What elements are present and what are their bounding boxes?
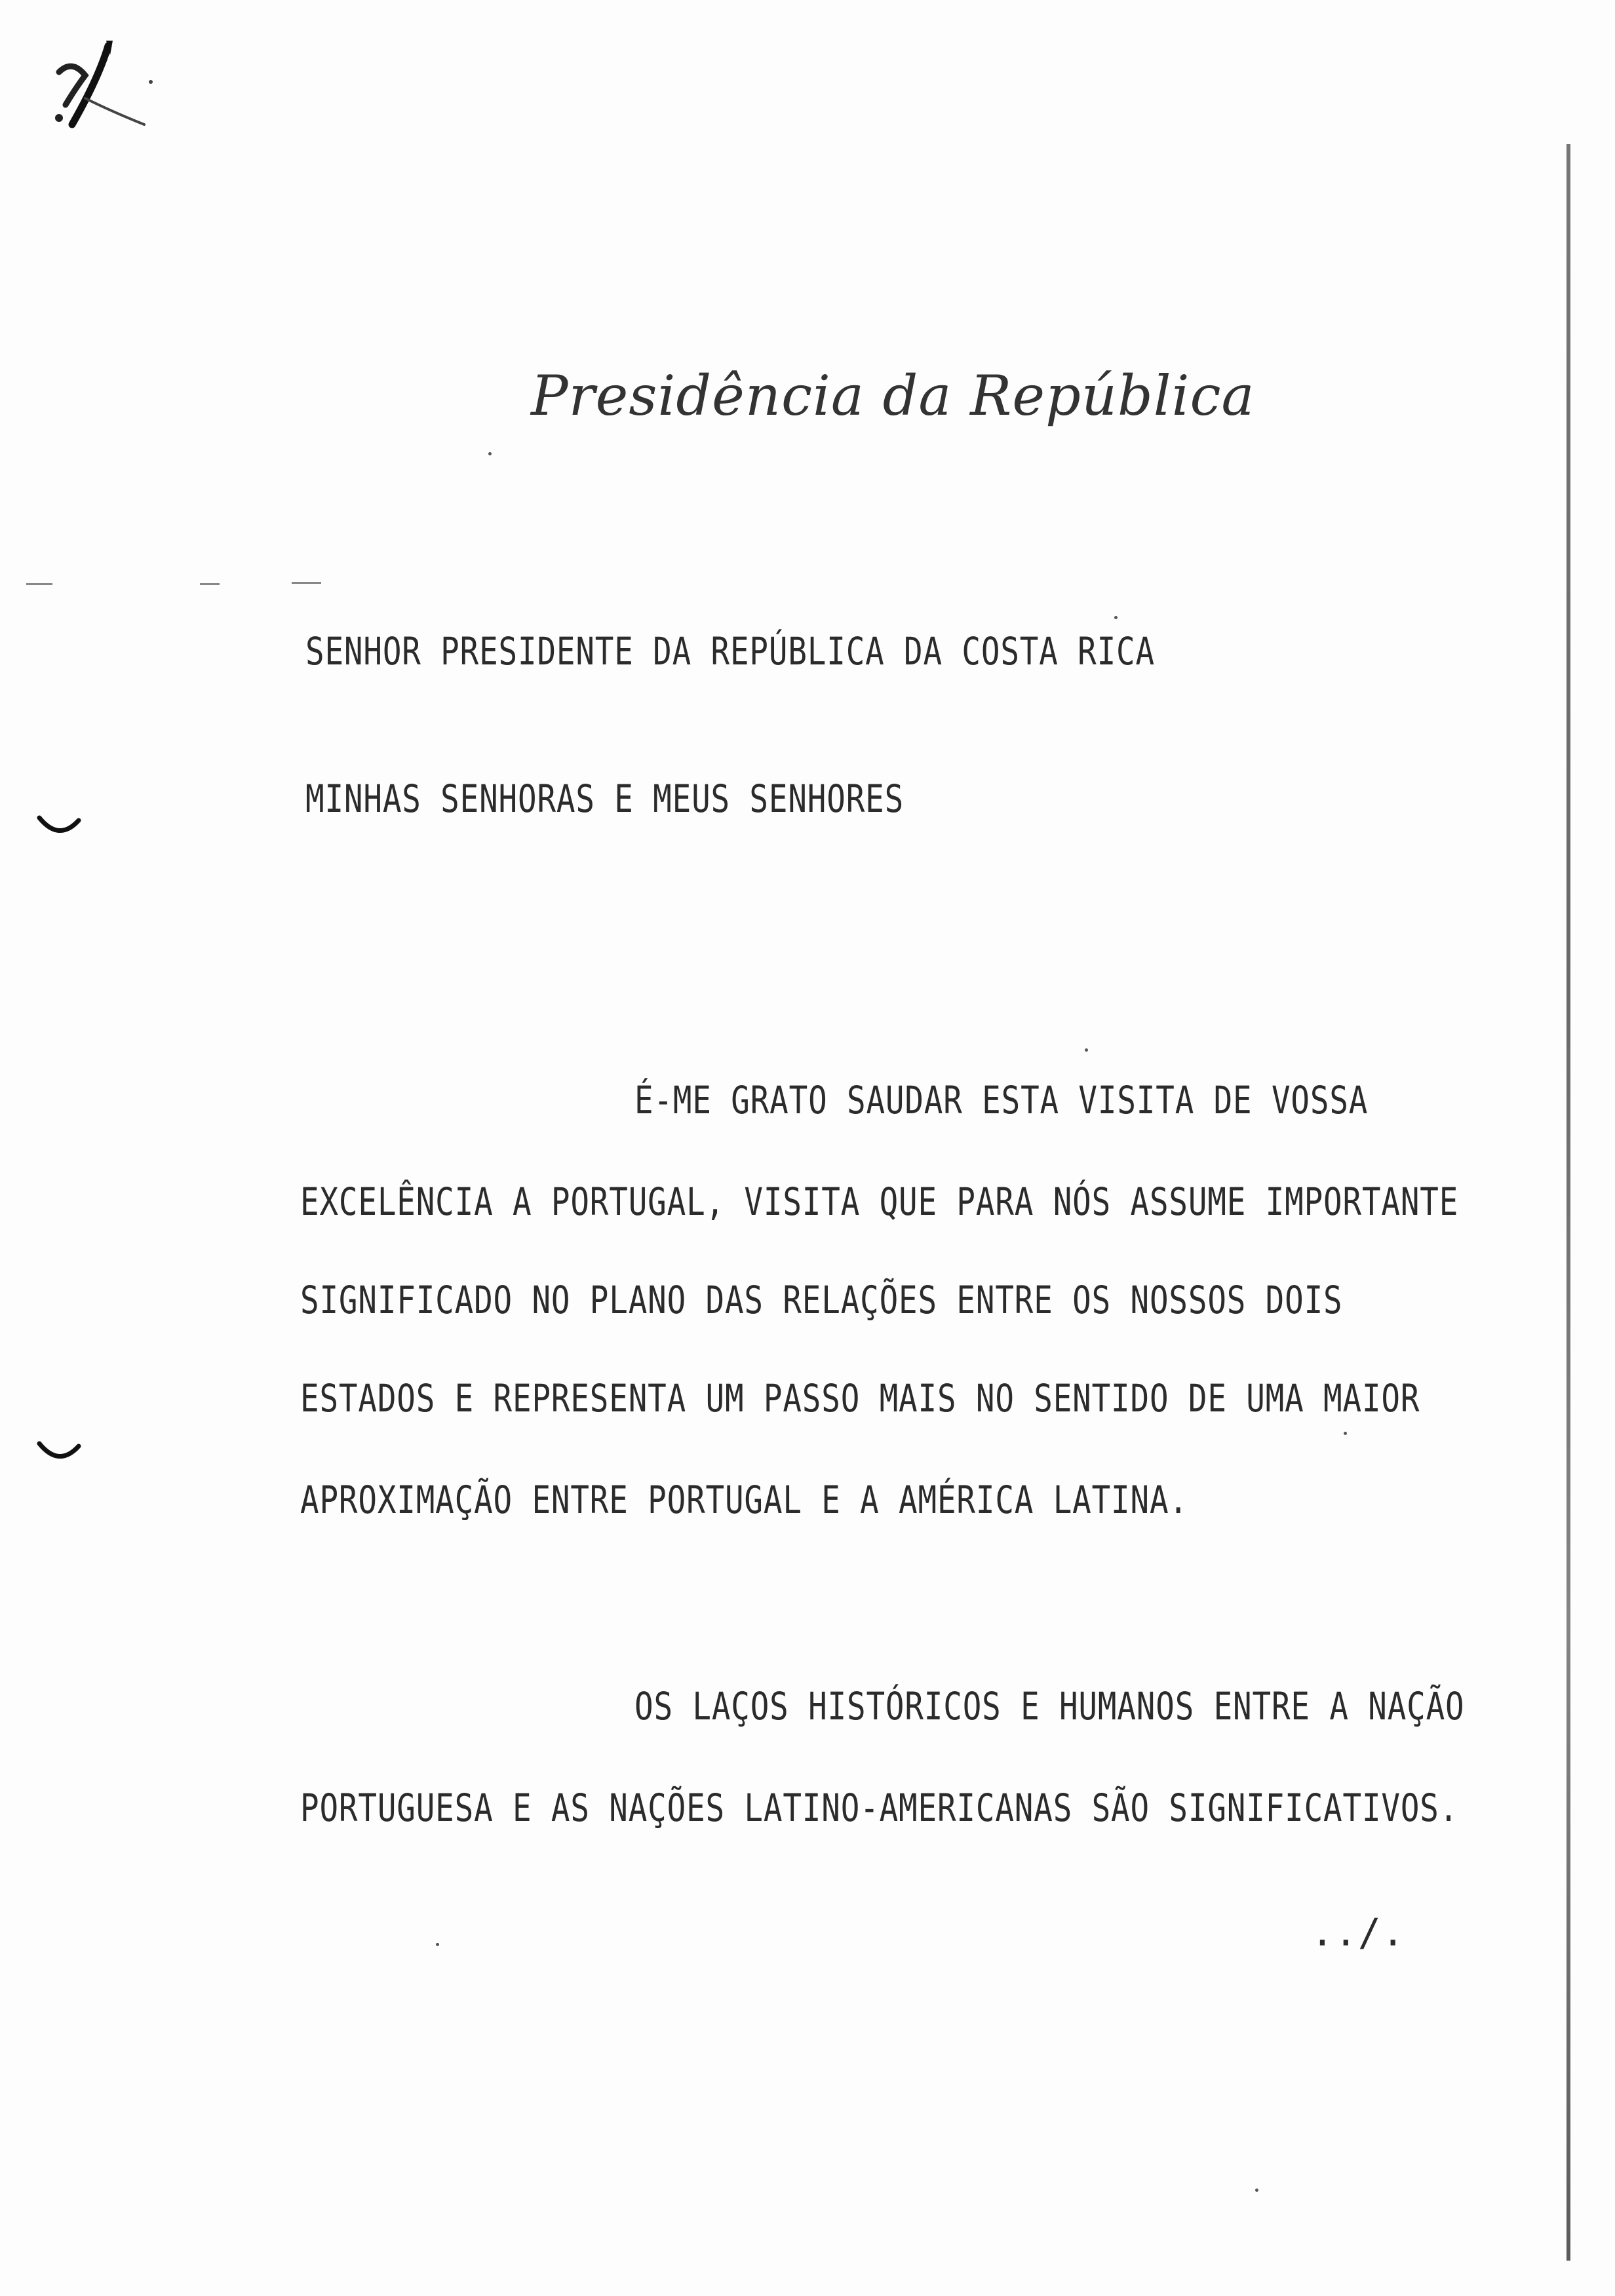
paragraph-line: PORTUGUESA E AS NAÇÕES LATINO-AMERICANAS SÃO SIGNIFICATIVOS.	[300, 1786, 1459, 1830]
punch-hole-mark-icon	[36, 813, 82, 839]
scan-speck	[436, 1943, 439, 1946]
scan-dash	[200, 583, 220, 585]
scan-dash	[292, 582, 321, 584]
page-edge-shadow	[1566, 144, 1570, 2261]
paragraph-line: OS LAÇOS HISTÓRICOS E HUMANOS ENTRE A NAÇÃO	[634, 1684, 1465, 1729]
scan-speck	[1114, 616, 1118, 619]
paragraph-line: APROXIMAÇÃO ENTRE PORTUGAL E A AMÉRICA LATINA.	[300, 1478, 1188, 1522]
salutation-line: MINHAS SENHORAS E MEUS SENHORES	[305, 776, 905, 821]
continuation-mark: ../.	[1311, 1910, 1405, 1955]
punch-hole-mark-icon	[36, 1438, 82, 1464]
scan-speck	[488, 452, 492, 455]
handwritten-page-number-icon	[46, 33, 164, 151]
paragraph-line: EXCELÊNCIA A PORTUGAL, VISITA QUE PARA NÓS ASSUME IMPORTANTE	[300, 1179, 1459, 1224]
scan-speck	[1344, 1432, 1347, 1435]
scan-speck	[1255, 2189, 1258, 2192]
paragraph-line: É-ME GRATO SAUDAR ESTA VISITA DE VOSSA	[634, 1078, 1369, 1122]
paragraph-line: SIGNIFICADO NO PLANO DAS RELAÇÕES ENTRE OS NOSSOS DOIS	[300, 1278, 1343, 1322]
scan-dash	[26, 583, 52, 585]
paragraph-line: ESTADOS E REPRESENTA UM PASSO MAIS NO SENTIDO DE UMA MAIOR	[300, 1376, 1420, 1421]
scan-speck	[1085, 1048, 1088, 1052]
salutation-line: SENHOR PRESIDENTE DA REPÚBLICA DA COSTA RICA	[305, 629, 1155, 674]
letterhead: Presidência da República	[531, 364, 1255, 428]
